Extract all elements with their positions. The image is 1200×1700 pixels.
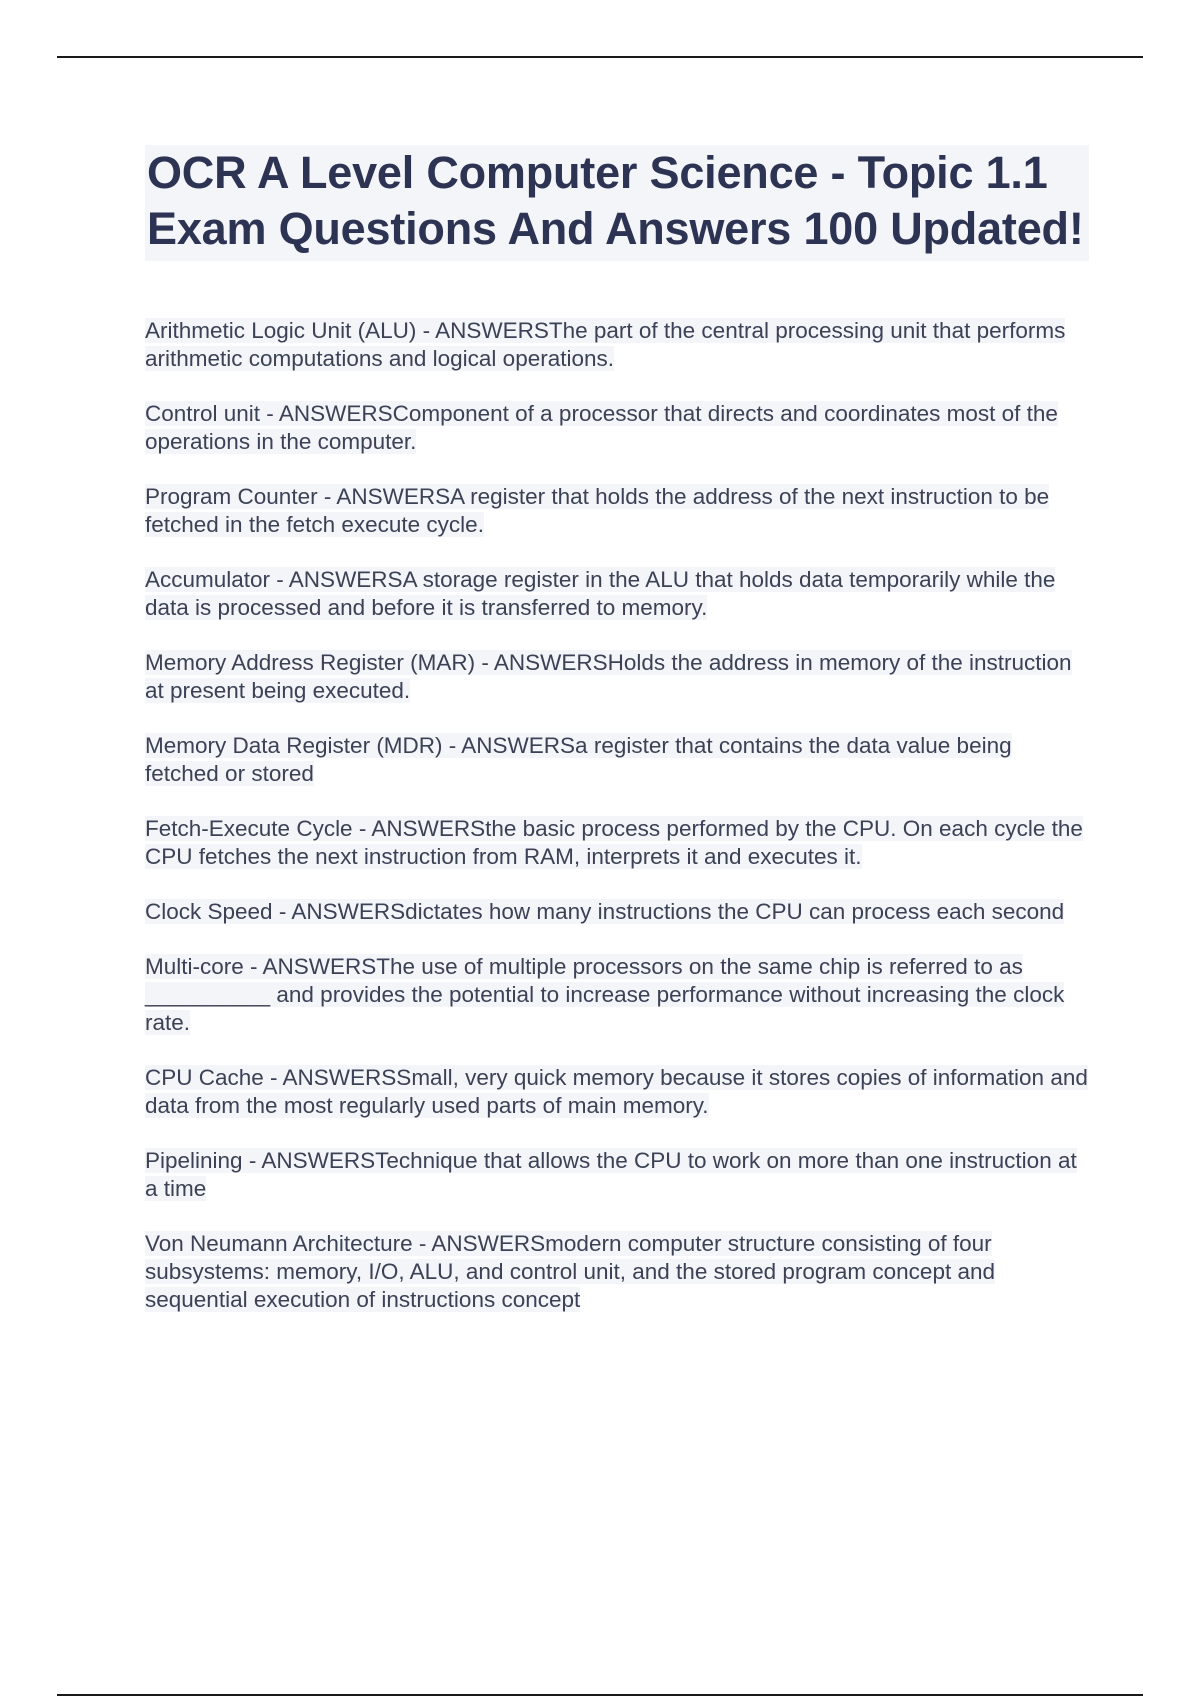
- document-title: OCR A Level Computer Science - Topic 1.1 Exam Questions And Answers 100 Updated!: [147, 147, 1084, 254]
- qa-entry-text: Von Neumann Architecture - ANSWERSmodern computer structure consisting of four subsystems: memory, I/O, ALU, and control unit, and the stored program concept and sequential execution of instructions concept: [145, 1231, 996, 1312]
- qa-entry-alu: [145, 317, 1089, 373]
- qa-entry-text: Arithmetic Logic Unit (ALU) - ANSWERSThe part of the central processing unit that performs arithmetic computations and logical operations.: [145, 318, 1066, 371]
- qa-entry-control-unit: [145, 400, 1089, 456]
- qa-entry-multi-core: [145, 953, 1089, 1037]
- qa-entry-accumulator: [145, 566, 1089, 622]
- qa-entry-fetch-execute: [145, 815, 1089, 871]
- document-body: [145, 145, 1089, 1341]
- qa-entry-text: Fetch-Execute Cycle - ANSWERSthe basic process performed by the CPU. On each cycle the CPU fetches the next instruction from RAM, interprets it and executes it.: [145, 816, 1083, 869]
- qa-entry-text: Clock Speed - ANSWERSdictates how many instructions the CPU can process each second: [145, 899, 1065, 924]
- qa-entry-text: Pipelining - ANSWERSTechnique that allows the CPU to work on more than one instruction at a time: [145, 1148, 1077, 1201]
- qa-list: [145, 317, 1089, 1314]
- qa-entry-text: Accumulator - ANSWERSA storage register in the ALU that holds data temporarily while the data is processed and before it is transferred to memory.: [145, 567, 1056, 620]
- qa-entry-pipelining: [145, 1147, 1089, 1203]
- qa-entry-program-counter: [145, 483, 1089, 539]
- qa-entry-clock-speed: [145, 898, 1089, 926]
- qa-entry-von-neumann: [145, 1230, 1089, 1314]
- footer-rule: [57, 1694, 1143, 1696]
- qa-entry-text: Multi-core - ANSWERSThe use of multiple processors on the same chip is referred to as __________ and provides the potential to increase performance without increasing the clock rate.: [145, 954, 1065, 1035]
- qa-entry-text: Memory Data Register (MDR) - ANSWERSa register that contains the data value being fetched or stored: [145, 733, 1012, 786]
- title-block: [145, 145, 1089, 261]
- qa-entry-text: CPU Cache - ANSWERSSmall, very quick memory because it stores copies of information and data from the most regularly used parts of main memory.: [145, 1065, 1088, 1118]
- qa-entry-mdr: [145, 732, 1089, 788]
- qa-entry-text: Memory Address Register (MAR) - ANSWERSHolds the address in memory of the instruction at present being executed.: [145, 650, 1072, 703]
- qa-entry-cpu-cache: [145, 1064, 1089, 1120]
- qa-entry-text: Program Counter - ANSWERSA register that holds the address of the next instruction to be fetched in the fetch execute cycle.: [145, 484, 1050, 537]
- qa-entry-mar: [145, 649, 1089, 705]
- header-rule: [57, 56, 1143, 58]
- qa-entry-text: Control unit - ANSWERSComponent of a processor that directs and coordinates most of the operations in the computer.: [145, 401, 1058, 454]
